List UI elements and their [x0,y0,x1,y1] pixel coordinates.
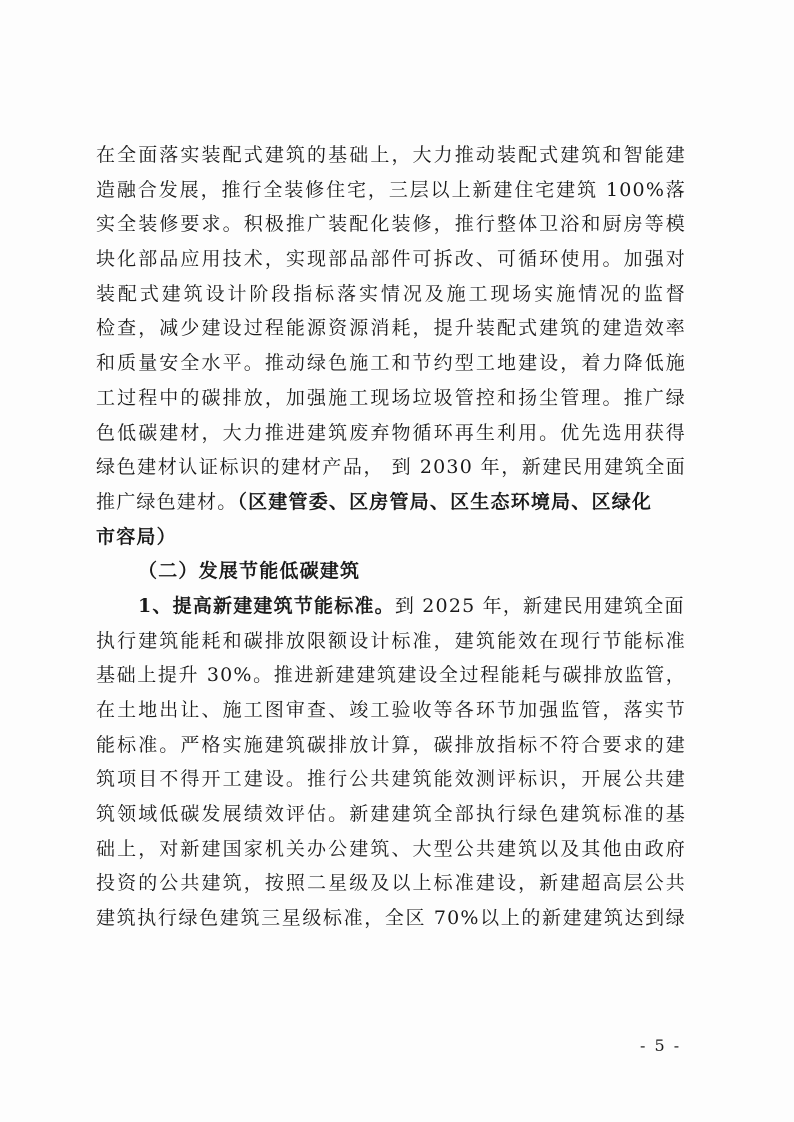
paragraph-line: 筑项目不得开工建设。推行公共建筑能效测评标识，开展公共建 [96,768,686,791]
paragraph-line: 装配式建筑设计阶段指标落实情况及施工现场实施情况的监督 [96,282,686,305]
paragraph-line: 执行建筑能耗和碳排放限额设计标准，建筑能效在现行节能标准 [96,629,686,652]
paragraph-line: 工过程中的碳排放，加强施工现场垃圾管控和扬尘管理。推广绿 [96,386,686,409]
section-heading: （二）发展节能低碳建筑 [138,560,361,583]
paragraph-line: 检查，减少建设过程能源资源消耗，提升装配式建筑的建造效率 [96,317,686,340]
responsible-departments-tail: 市容局） [96,525,177,548]
paragraph-line: 能标准。严格实施建筑碳排放计算，碳排放指标不符合要求的建 [96,733,686,756]
paragraph-line: 色低碳建材，大力推进建筑废弃物循环再生利用。优先选用获得 [96,421,686,444]
paragraph-line: 块化部品应用技术，实现部品部件可拆改、可循环使用。加强对 [96,248,686,271]
responsible-departments: （区建管委、区房管局、区生态环境局、区绿化 [237,490,653,513]
body-text [96,138,686,936]
paragraph-line: 在土地出让、施工图审查、竣工验收等各环节加强监管，落实节 [96,699,686,721]
paragraph-line: 造融合发展，推行全装修住宅，三层以上新建住宅建筑 100%落 [96,178,686,201]
paragraph-line: 础上，对新建国家机关办公建筑、大型公共建筑以及其他由政府 [96,837,686,860]
paragraph-line: 基础上提升 30%。推进新建建筑建设全过程能耗与碳排放监管， [96,664,686,687]
paragraph-line: 实全装修要求。积极推广装配化装修，推行整体卫浴和厨房等模 [96,213,686,236]
paragraph-line: 筑领域低碳发展绩效评估。新建建筑全部执行绿色建筑标准的基 [96,803,686,826]
paragraph-line: 绿色建材认证标识的建材产品， 到 2030 年，新建民用建筑全面 [96,456,686,479]
paragraph-line: 和质量安全水平。推动绿色施工和节约型工地建设，着力降低施 [96,352,686,375]
paragraph-line [96,485,686,520]
page-number: - 5 - [640,1036,682,1055]
paragraph-text: 到 2025 年，新建民用建筑全面 [394,594,685,617]
paragraph-line: 在全面落实装配式建筑的基础上，大力推动装配式建筑和智能建 [96,144,686,166]
paragraph-line: 建筑执行绿色建筑三星级标准，全区 70%以上的新建建筑达到绿 [96,907,686,930]
paragraph-text: 推广绿色建材。 [96,490,238,513]
subsection-title: 1、提高新建建筑节能标准。 [138,594,395,617]
paragraph-line: 投资的公共建筑，按照二星级及以上标准建设，新建超高层公共 [96,872,686,895]
paragraph-line [96,589,686,624]
